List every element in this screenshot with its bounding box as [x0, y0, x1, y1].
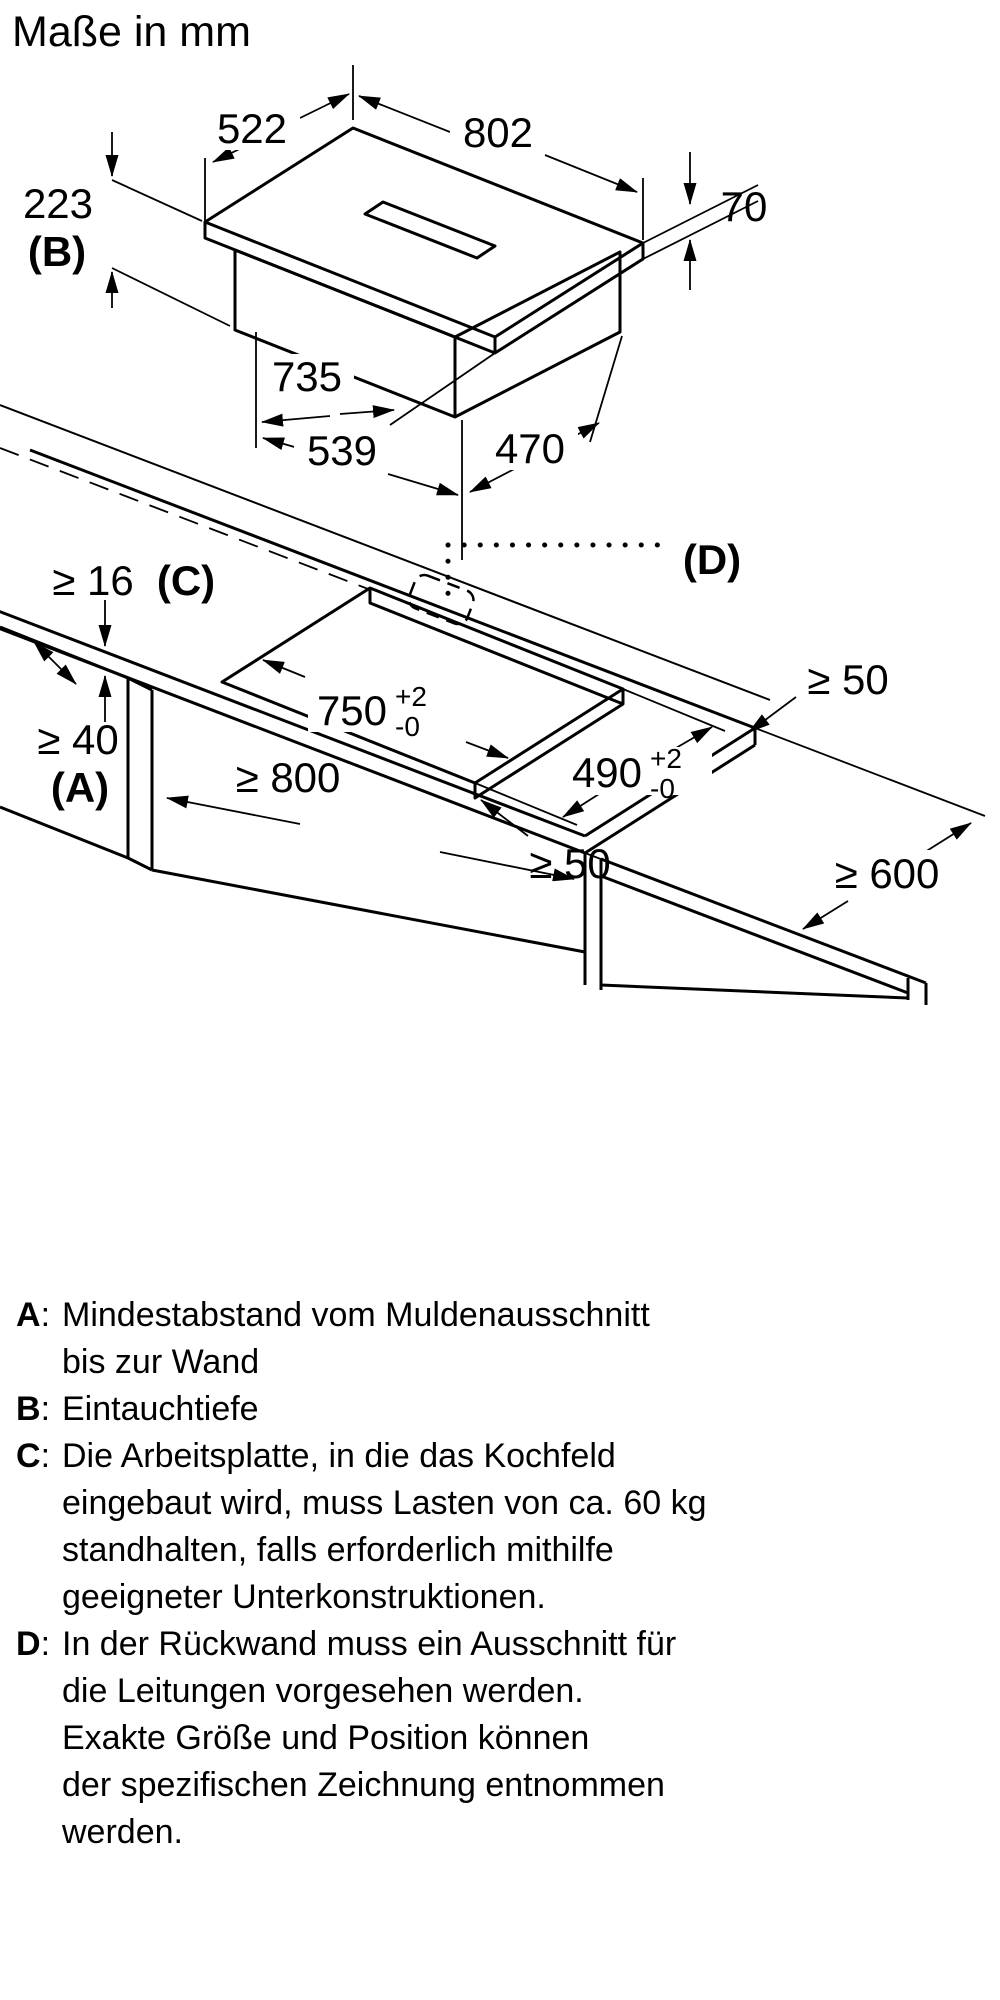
label-B: (B) — [27, 228, 87, 275]
legend-item-B — [16, 1386, 776, 1433]
dim-40: ≥ 40 — [37, 716, 119, 763]
dim-490-tol-plus: +2 — [650, 743, 682, 774]
label-C: (C) — [156, 557, 216, 604]
worktop-drawing — [0, 405, 926, 1005]
dim-50-back: ≥ 50 — [807, 656, 889, 703]
legend-line: Mindestabstand vom Muldenausschnitt — [62, 1296, 650, 1334]
dim-750-tol-plus: +2 — [395, 681, 427, 712]
dim-802: 802 — [462, 109, 534, 156]
legend-item-D — [16, 1621, 776, 1856]
legend-line: die Leitungen vorgesehen werden. — [62, 1672, 584, 1710]
dim-490: 490 — [571, 749, 643, 796]
page-title: Maße in mm — [12, 8, 251, 56]
dim-16: ≥ 16 — [52, 557, 134, 604]
legend-item-A — [16, 1292, 776, 1386]
legend-key-B: B : — [16, 1386, 50, 1433]
legend-key-D: D : — [16, 1621, 50, 1668]
dim-600: ≥ 600 — [834, 850, 940, 897]
dim-539: 539 — [306, 427, 378, 474]
dim-50-front: ≥ 50 — [529, 840, 611, 887]
dim-223: 223 — [22, 180, 94, 227]
dim-70: 70 — [720, 183, 768, 230]
legend-key-C: C : — [16, 1433, 50, 1480]
dim-750-tol-minus: -0 — [395, 711, 420, 742]
legend-line: standhalten, falls erforderlich mithilfe — [62, 1531, 614, 1569]
cable-cutout-group — [406, 545, 665, 627]
dim-750: 750 — [316, 687, 388, 734]
legend-key-A: A : — [16, 1292, 50, 1339]
cabinet-floor-edge — [152, 870, 585, 952]
legend-line: Die Arbeitsplatte, in die das Kochfeld — [62, 1437, 616, 1475]
legend-line: Eintauchtiefe — [62, 1390, 259, 1428]
legend — [16, 1292, 776, 1856]
label-A: (A) — [50, 764, 110, 811]
legend-item-C — [16, 1433, 776, 1621]
legend-line: In der Rückwand muss ein Ausschnitt für — [62, 1625, 677, 1663]
dim-490-tol-minus: -0 — [650, 773, 675, 804]
legend-line: eingebaut wird, muss Lasten von ca. 60 kg — [62, 1484, 707, 1522]
dim-800: ≥ 800 — [235, 754, 341, 801]
dim-735: 735 — [271, 353, 343, 400]
legend-line: geeigneter Unterkonstruktionen. — [62, 1578, 546, 1616]
legend-line: Exakte Größe und Position können — [62, 1719, 590, 1757]
label-D: (D) — [682, 536, 742, 583]
legend-line: der spezifischen Zeichnung entnommen — [62, 1766, 665, 1804]
legend-line: bis zur Wand — [62, 1343, 260, 1381]
d-leader-dotted — [448, 545, 665, 594]
dim-522: 522 — [216, 105, 288, 152]
legend-line: werden. — [62, 1813, 183, 1851]
dim-470: 470 — [494, 425, 566, 472]
